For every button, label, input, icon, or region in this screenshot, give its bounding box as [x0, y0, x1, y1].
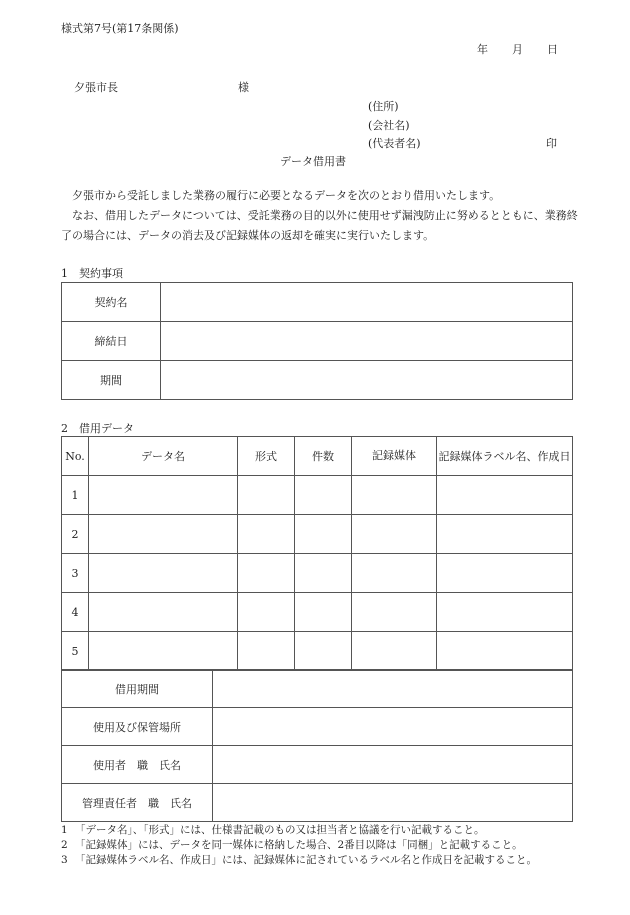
header-data-name: データ名	[89, 437, 238, 476]
table-row	[62, 515, 573, 554]
header-format: 形式	[238, 437, 295, 476]
count-cell[interactable]	[295, 593, 352, 632]
format-cell[interactable]	[238, 554, 295, 593]
header-no: No.	[62, 437, 89, 476]
body-text	[61, 186, 581, 246]
form-number: 様式第7号(第17条関係)	[61, 22, 179, 35]
notes	[61, 823, 581, 868]
user-name-cell[interactable]	[213, 746, 573, 784]
note-item	[61, 853, 581, 868]
borrowed-data-table	[61, 436, 573, 671]
media-cell[interactable]	[352, 593, 437, 632]
media-cell[interactable]	[352, 632, 437, 671]
applicant-representative: (代表者名)	[368, 137, 421, 150]
contract-date-label: 締結日	[62, 322, 161, 361]
table-row	[62, 476, 573, 515]
note-number: 2	[61, 839, 68, 851]
data-name-cell[interactable]	[89, 632, 238, 671]
usage-info-table	[61, 669, 573, 822]
row-number: 2	[62, 515, 89, 554]
note-number: 3	[61, 854, 68, 866]
date-month: 月	[512, 43, 523, 56]
loan-period-cell[interactable]	[213, 670, 573, 708]
contract-name-label: 契約名	[62, 283, 161, 322]
section-2-heading: 2 借用データ	[61, 422, 134, 435]
row-number: 1	[62, 476, 89, 515]
format-cell[interactable]	[238, 632, 295, 671]
header-count: 件数	[295, 437, 352, 476]
contract-name-cell[interactable]	[161, 283, 573, 322]
header-label-date: 記録媒体ラベル名、作成日	[437, 437, 573, 476]
format-cell[interactable]	[238, 476, 295, 515]
storage-location-label: 使用及び保管場所	[62, 708, 213, 746]
note-item	[61, 838, 581, 853]
data-name-cell[interactable]	[89, 515, 238, 554]
contract-date-cell[interactable]	[161, 322, 573, 361]
body-paragraph-1: 夕張市から受託しました業務の履行に必要となるデータを次のとおり借用いたします。	[72, 189, 501, 202]
addressee-honorific: 様	[238, 81, 249, 94]
contract-table	[61, 282, 573, 400]
date-day: 日	[547, 43, 558, 56]
note-item	[61, 823, 581, 838]
count-cell[interactable]	[295, 515, 352, 554]
loan-period-label: 借用期間	[62, 670, 213, 708]
label-date-cell[interactable]	[437, 593, 573, 632]
row-number: 3	[62, 554, 89, 593]
contract-period-cell[interactable]	[161, 361, 573, 400]
header-media: 記録媒体	[352, 437, 437, 476]
user-name-label: 使用者 職 氏名	[62, 746, 213, 784]
document-title: データ借用書	[280, 155, 346, 168]
label-date-cell[interactable]	[437, 515, 573, 554]
manager-name-cell[interactable]	[213, 784, 573, 822]
label-date-cell[interactable]	[437, 554, 573, 593]
contract-period-label: 期間	[62, 361, 161, 400]
row-number: 5	[62, 632, 89, 671]
section-1-heading: 1 契約事項	[61, 267, 123, 280]
table-row	[62, 593, 573, 632]
count-cell[interactable]	[295, 476, 352, 515]
format-cell[interactable]	[238, 515, 295, 554]
row-number: 4	[62, 593, 89, 632]
applicant-company: (会社名)	[368, 119, 410, 132]
data-name-cell[interactable]	[89, 554, 238, 593]
count-cell[interactable]	[295, 554, 352, 593]
media-cell[interactable]	[352, 515, 437, 554]
storage-location-cell[interactable]	[213, 708, 573, 746]
count-cell[interactable]	[295, 632, 352, 671]
table-row	[62, 554, 573, 593]
note-text: 「記録媒体ラベル名、作成日」には、記録媒体に記されているラベル名と作成日を記載すること。	[75, 854, 537, 866]
addressee-name: 夕張市長	[74, 81, 118, 94]
label-date-cell[interactable]	[437, 476, 573, 515]
seal-mark: 印	[546, 137, 557, 150]
note-text: 「記録媒体」には、データを同一媒体に格納した場合、2番目以降は「同梱」と記載すること。	[75, 839, 523, 851]
manager-name-label: 管理責任者 職 氏名	[62, 784, 213, 822]
data-name-cell[interactable]	[89, 593, 238, 632]
note-text: 「データ名」、「形式」には、仕様書記載のもの又は担当者と協議を行い記載すること。	[75, 824, 485, 836]
note-number: 1	[61, 824, 68, 836]
format-cell[interactable]	[238, 593, 295, 632]
applicant-address: (住所)	[368, 100, 399, 113]
label-date-cell[interactable]	[437, 632, 573, 671]
media-cell[interactable]	[352, 476, 437, 515]
data-name-cell[interactable]	[89, 476, 238, 515]
media-cell[interactable]	[352, 554, 437, 593]
date-year: 年	[477, 43, 488, 56]
body-paragraph-2: なお、借用したデータについては、受託業務の目的以外に使用せず漏洩防止に努めるとともに、業務終了の場合には、データの消去及び記録媒体の返却を確実に実行いたします。	[61, 209, 578, 242]
table-row	[62, 632, 573, 671]
